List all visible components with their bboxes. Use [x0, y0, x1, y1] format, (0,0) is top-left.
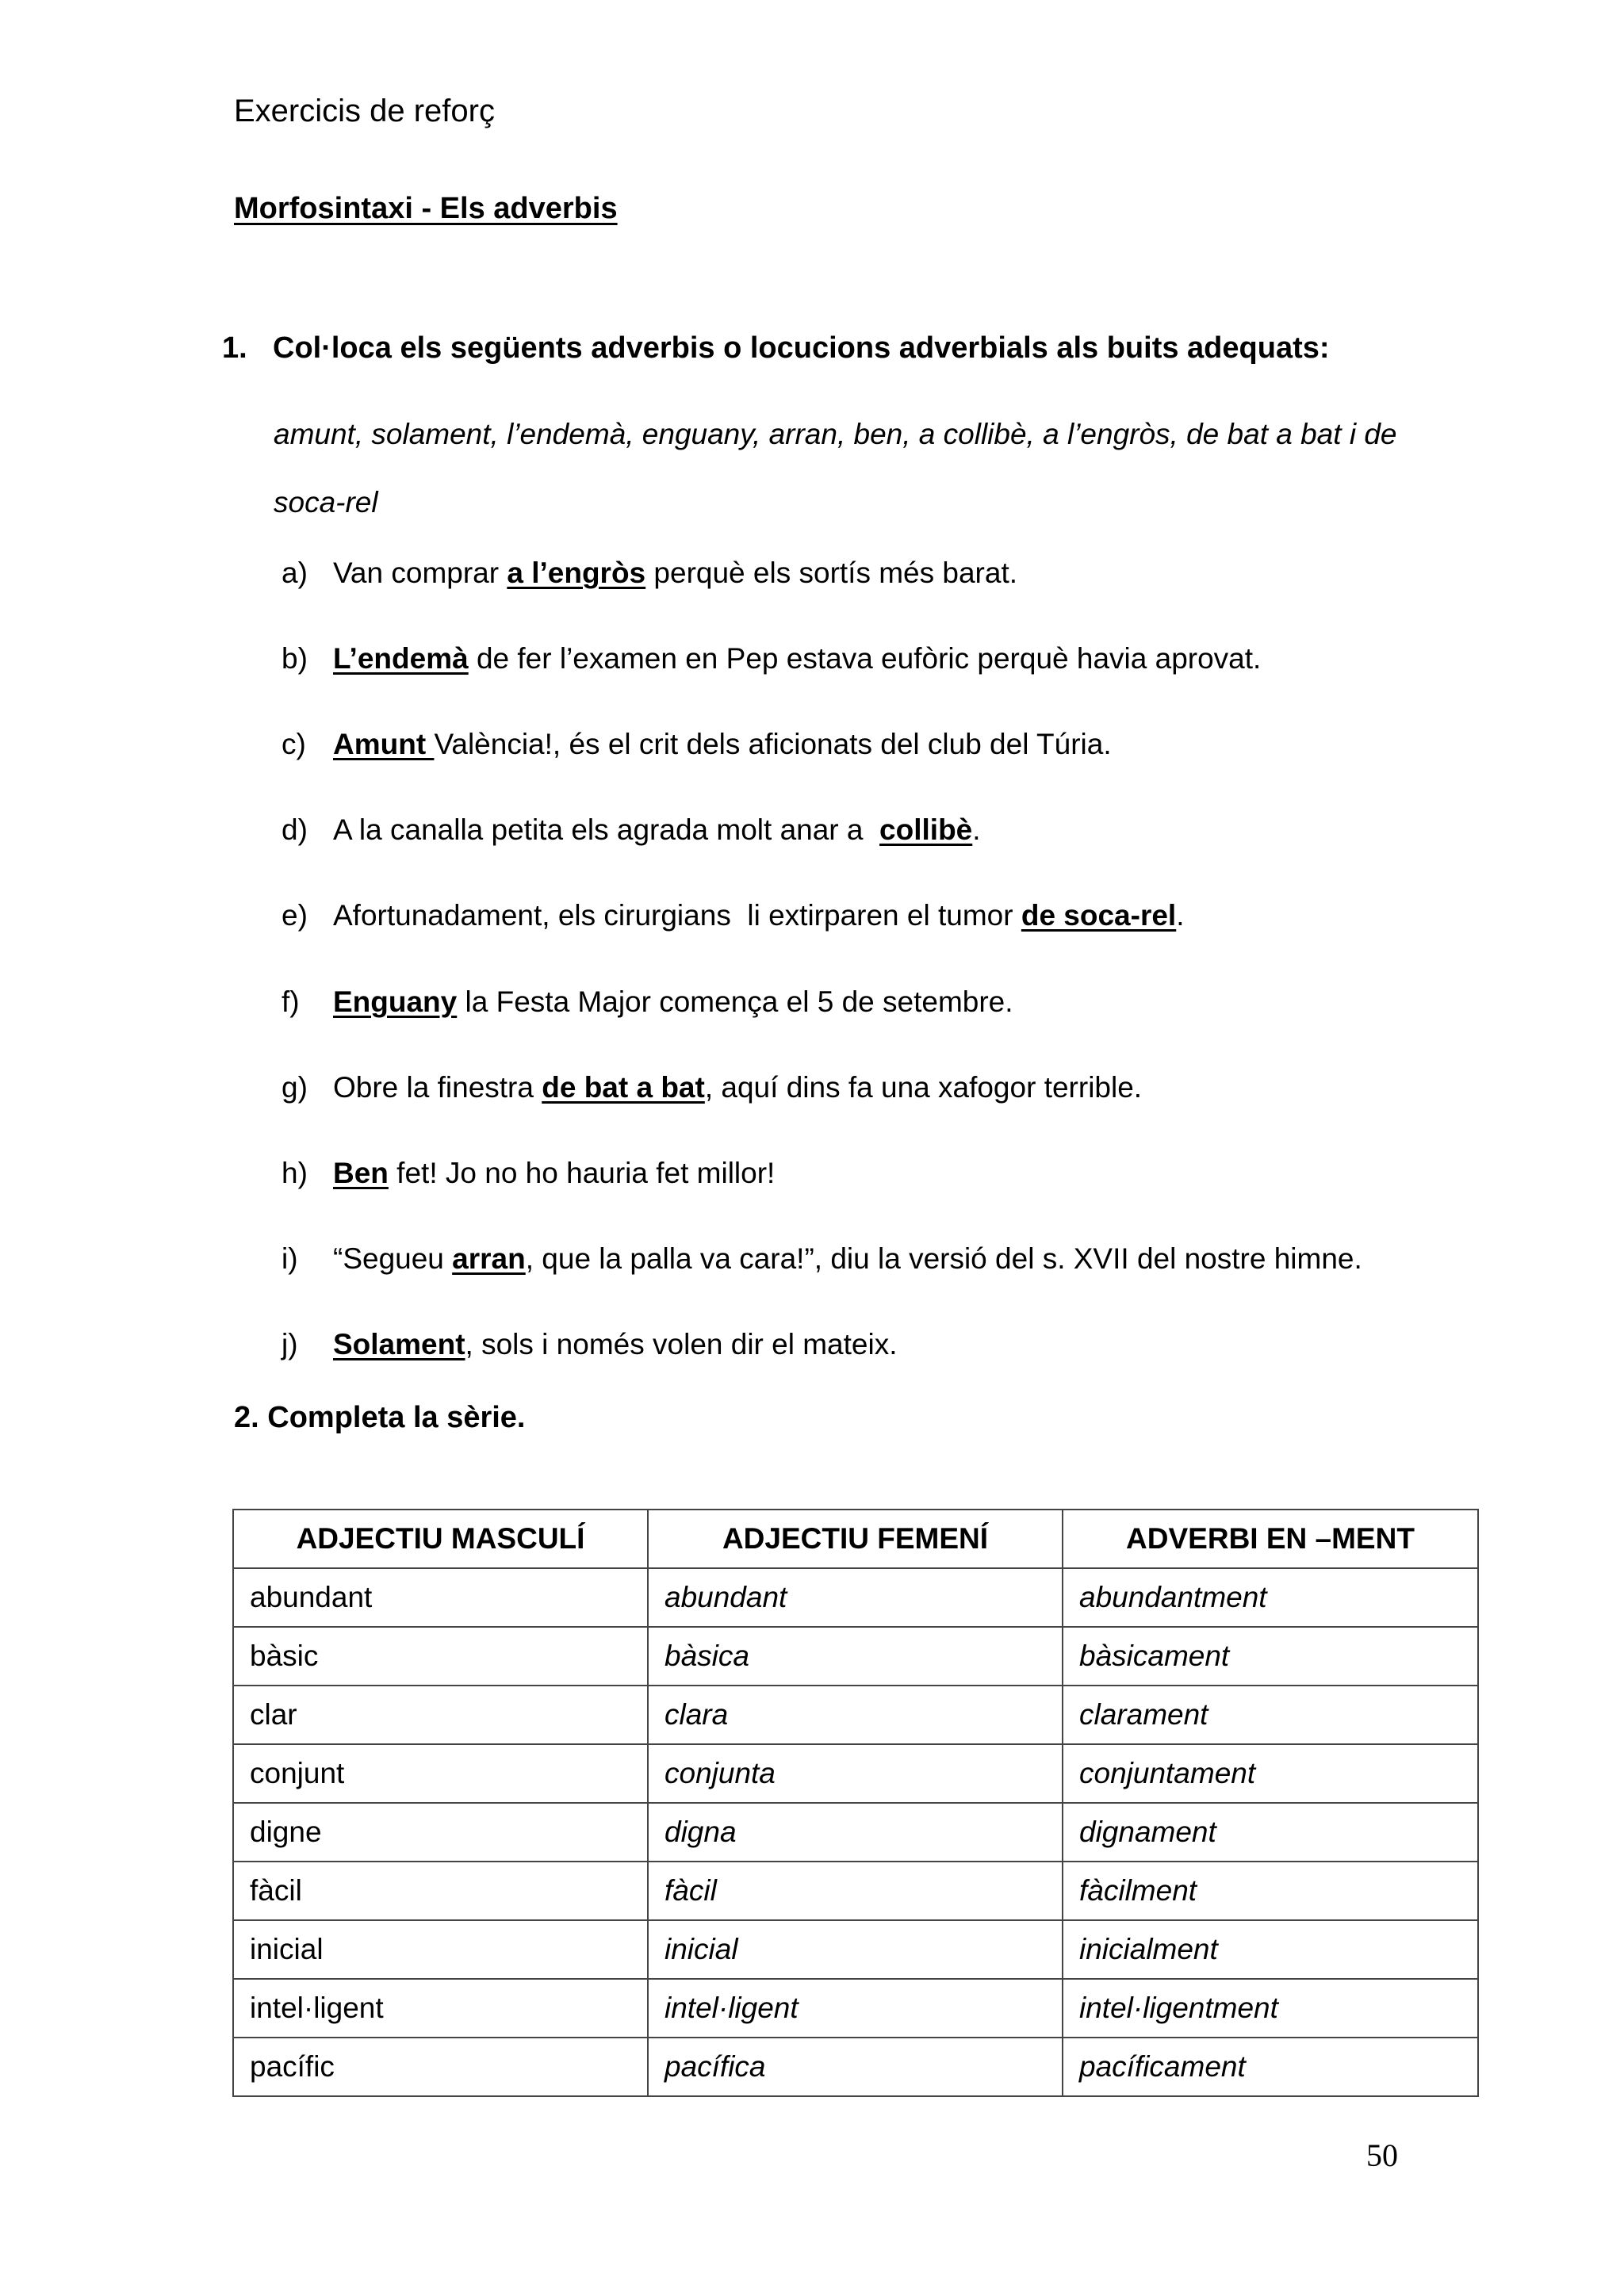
- item-text-after: fet! Jo no ho hauria fet millor!: [388, 1157, 776, 1189]
- table-row: [233, 1979, 1478, 2038]
- item-text-after: la Festa Major comença el 5 de setembre.: [457, 985, 1013, 1018]
- table-cell: clara: [648, 1686, 1063, 1744]
- table-row: [233, 1803, 1478, 1862]
- table-row: [233, 1920, 1478, 1979]
- item-answer: L’endemà: [333, 642, 469, 675]
- table-row: [233, 2038, 1478, 2096]
- item-letter: b): [282, 642, 308, 675]
- item-answer: collibè: [879, 813, 973, 846]
- exercise-item: [282, 985, 1013, 1019]
- table-cell: digne: [233, 1803, 648, 1862]
- series-table: [232, 1509, 1479, 2097]
- table-cell: inicial: [648, 1920, 1063, 1979]
- exercise-1-instruction: Col·loca els següents adverbis o locucions adverbials als buits adequats:: [273, 331, 1330, 365]
- item-letter: h): [282, 1157, 308, 1189]
- exercise-item: [282, 557, 1017, 590]
- table-row: [233, 1862, 1478, 1920]
- table-row: [233, 1568, 1478, 1627]
- exercise-item: [282, 642, 1261, 675]
- item-answer: Ben: [333, 1157, 389, 1189]
- table-cell: dignament: [1063, 1803, 1478, 1862]
- item-letter: e): [282, 899, 308, 932]
- item-text-after: , aquí dins fa una xafogor terrible.: [704, 1071, 1143, 1104]
- table-cell: clarament: [1063, 1686, 1478, 1744]
- column-header: ADJECTIU MASCULÍ: [233, 1510, 648, 1568]
- exercise-item: [282, 813, 981, 847]
- item-letter: i): [282, 1242, 298, 1275]
- item-text-after: perquè els sortís més barat.: [645, 557, 1018, 589]
- item-text-before: Obre la finestra: [333, 1071, 542, 1104]
- table-cell: conjunta: [648, 1744, 1063, 1803]
- column-header: ADVERBI EN –MENT: [1063, 1510, 1478, 1568]
- table-cell: intel·ligentment: [1063, 1979, 1478, 2038]
- table-cell: fàcilment: [1063, 1862, 1478, 1920]
- item-letter: a): [282, 557, 308, 589]
- page-header: Exercicis de reforç: [234, 94, 495, 128]
- item-answer: arran: [452, 1242, 526, 1275]
- item-answer: Amunt: [333, 728, 435, 760]
- table-row: [233, 1627, 1478, 1686]
- exercise-item: [282, 1328, 897, 1361]
- table-cell: abundantment: [1063, 1568, 1478, 1627]
- item-text-before: Van comprar: [333, 557, 508, 589]
- table-cell: clar: [233, 1686, 648, 1744]
- table-cell: conjuntament: [1063, 1744, 1478, 1803]
- item-text-after: València!, és el crit dels aficionats del club del Túria.: [434, 728, 1112, 760]
- item-text-after: .: [1176, 899, 1185, 932]
- table-cell: abundant: [233, 1568, 648, 1627]
- table-cell: fàcil: [233, 1862, 648, 1920]
- item-text-after: , sols i només volen dir el mateix.: [465, 1328, 898, 1360]
- item-answer: Solament: [333, 1328, 465, 1360]
- column-header: ADJECTIU FEMENÍ: [648, 1510, 1063, 1568]
- table-cell: digna: [648, 1803, 1063, 1862]
- item-letter: g): [282, 1071, 308, 1104]
- word-bank: amunt, solament, l’endemà, enguany, arran, ben, a collibè, a l’engròs, de bat a bat i de soca-rel: [274, 418, 1397, 519]
- exercise-item: [282, 728, 1112, 761]
- table-cell: pacífic: [233, 2038, 648, 2096]
- table-cell: conjunt: [233, 1744, 648, 1803]
- table-cell: intel·ligent: [648, 1979, 1063, 2038]
- table-cell: bàsica: [648, 1627, 1063, 1686]
- item-letter: d): [282, 813, 308, 846]
- item-letter: c): [282, 728, 306, 760]
- table-row: [233, 1686, 1478, 1744]
- table-cell: abundant: [648, 1568, 1063, 1627]
- item-letter: f): [282, 985, 300, 1018]
- table-cell: inicialment: [1063, 1920, 1478, 1979]
- table-header-row: [233, 1510, 1478, 1568]
- exercise-1-title: [222, 331, 1330, 365]
- exercise-item: [282, 1157, 775, 1190]
- exercise-item: [282, 1242, 1362, 1276]
- table-cell: intel·ligent: [233, 1979, 648, 2038]
- item-answer: a l’engròs: [507, 557, 646, 589]
- section-title: Morfosintaxi - Els adverbis: [234, 192, 618, 225]
- item-text-after: de fer l’examen en Pep estava eufòric perquè havia aprovat.: [468, 642, 1262, 675]
- item-answer: Enguany: [333, 985, 458, 1018]
- table-cell: pacífica: [648, 2038, 1063, 2096]
- table-cell: pacíficament: [1063, 2038, 1478, 2096]
- table-row: [233, 1744, 1478, 1803]
- table-cell: bàsicament: [1063, 1627, 1478, 1686]
- item-text-before: A la canalla petita els agrada molt anar a: [333, 813, 880, 846]
- exercise-1-number: 1.: [222, 331, 247, 365]
- item-text-before: Afortunadament, els cirurgians li extirparen el tumor: [333, 899, 1021, 932]
- table-cell: fàcil: [648, 1862, 1063, 1920]
- exercise-item: [282, 899, 1185, 932]
- item-text-after: .: [972, 813, 981, 846]
- exercise-2-title: 2. Completa la sèrie.: [234, 1401, 526, 1434]
- item-text-before: “Segueu: [333, 1242, 453, 1275]
- exercise-item: [282, 1071, 1142, 1104]
- item-letter: j): [282, 1328, 298, 1360]
- item-answer: de soca-rel: [1021, 899, 1177, 932]
- item-text-after: , que la palla va cara!”, diu la versió del s. XVII del nostre himne.: [525, 1242, 1362, 1275]
- table-cell: inicial: [233, 1920, 648, 1979]
- item-answer: de bat a bat: [542, 1071, 705, 1104]
- page-number: 50: [1366, 2137, 1398, 2173]
- table-cell: bàsic: [233, 1627, 648, 1686]
